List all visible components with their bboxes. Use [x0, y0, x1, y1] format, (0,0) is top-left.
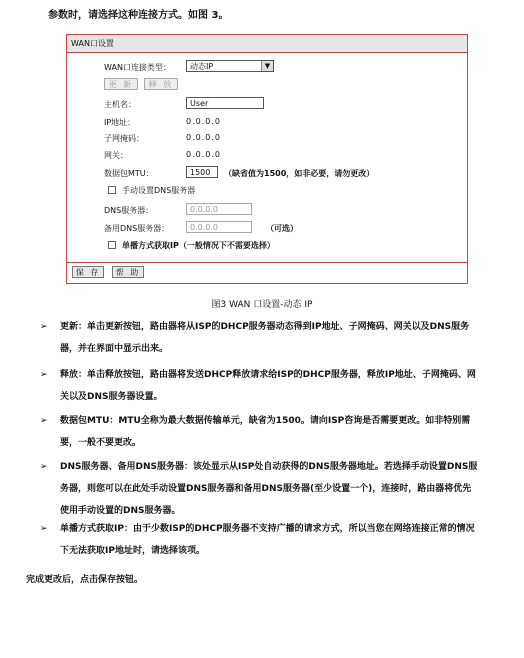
conn-type-value: 动态IP	[190, 62, 214, 71]
refresh-button[interactable]: 更 新	[104, 78, 138, 90]
bullet-mtu: 数据包MTU：MTU全称为最大数据传输单元，缺省为1500。请向ISP咨询是否需要更改。如非特别需要，一般不要更改。	[60, 416, 471, 448]
gateway-label: 网关：	[104, 151, 128, 160]
manual-dns-checkbox[interactable]	[108, 186, 116, 194]
unicast-checkbox[interactable]	[108, 241, 116, 249]
dns-input[interactable]: 0.0.0.0	[186, 203, 252, 215]
ip-label: IP地址：	[104, 118, 136, 127]
bullet-dns: DNS服务器、备用DNS服务器：该处显示从ISP处自动获得的DNS服务器地址。若选择手动设置DNS服务器，则您可以在此处手动设置DNS服务器和备用DNS服务器(至少设置一个)，连接时，路由器将优先使用手动设置的DNS服务器。	[60, 462, 478, 516]
bullet-release: 释放：单击释放按钮，路由器将发送DHCP释放请求给ISP的DHCP服务器，释放IP地址、子网掩码、网关以及DNS服务器设置。	[60, 370, 476, 402]
bullet-icon: ➢	[40, 524, 48, 534]
hostname-label: 主机名：	[104, 100, 136, 109]
chevron-down-icon: ▼	[261, 61, 273, 71]
bullet-icon: ➢	[40, 370, 48, 380]
manual-dns-label: 手动设置DNS服务器	[122, 186, 196, 195]
save-button[interactable]: 保 存	[72, 266, 104, 278]
alt-dns-input[interactable]: 0.0.0.0	[186, 221, 252, 233]
mtu-label: 数据包MTU：	[104, 169, 154, 178]
release-button[interactable]: 释 放	[144, 78, 178, 90]
bullet-refresh: 更新：单击更新按钮，路由器将从ISP的DHCP服务器动态得到IP地址、子网掩码、网关以及DNS服务器，并在界面中显示出来。	[60, 322, 470, 354]
outro-text: 完成更改后，点击保存按钮。	[26, 575, 144, 585]
mtu-hint: （缺省值为1500，如非必要，请勿更改）	[224, 169, 375, 178]
panel-title: WAN口设置	[67, 35, 467, 53]
mask-value: 0.0.0.0	[186, 133, 221, 142]
mtu-input[interactable]: 1500	[186, 166, 218, 178]
bullet-icon: ➢	[40, 416, 48, 426]
figure-caption: 图3 WAN 口设置-动态 IP	[211, 300, 313, 310]
ip-value: 0.0.0.0	[186, 117, 221, 126]
bullet-icon: ➢	[40, 462, 48, 472]
dns-label: DNS服务器：	[104, 206, 154, 215]
conn-type-select[interactable]	[186, 60, 274, 72]
gateway-value: 0.0.0.0	[186, 150, 221, 159]
conn-type-label: WAN口连接类型：	[104, 63, 171, 72]
help-button[interactable]: 帮 助	[112, 266, 144, 278]
hostname-input[interactable]: User	[186, 97, 264, 109]
mask-label: 子网掩码：	[104, 134, 144, 143]
alt-dns-hint: （可选）	[266, 224, 298, 233]
bullet-unicast: 单播方式获取IP：由于少数ISP的DHCP服务器不支持广播的请求方式，所以当您在网络连接正常的情况下无法获取IP地址时，请选择该项。	[60, 524, 475, 556]
bullet-icon: ➢	[40, 322, 48, 332]
unicast-label: 单播方式获取IP（一般情况下不需要选择）	[122, 241, 275, 250]
panel-divider	[67, 262, 467, 263]
intro-text: 参数时，请选择这种连接方式。如图 3。	[48, 10, 229, 21]
alt-dns-label: 备用DNS服务器：	[104, 224, 170, 233]
